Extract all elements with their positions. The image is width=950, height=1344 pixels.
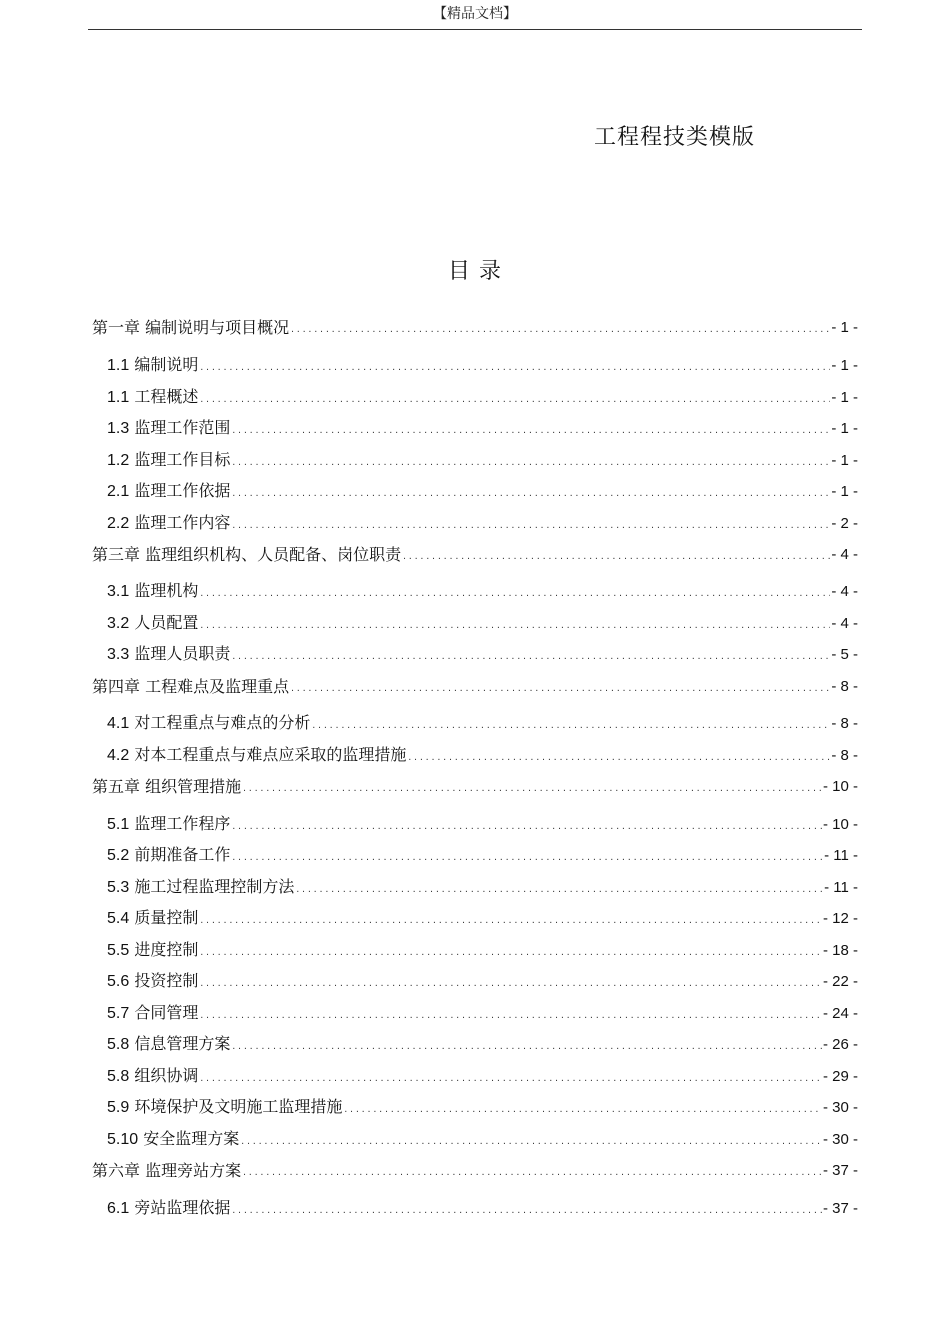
toc-entry-page: - 18 - bbox=[822, 942, 858, 959]
toc-entry-title bbox=[107, 908, 198, 929]
toc-dot-leader bbox=[231, 521, 830, 534]
toc-entry-title bbox=[107, 450, 230, 471]
toc-dot-leader bbox=[242, 1168, 822, 1181]
toc-entry-number: 3.3 bbox=[107, 646, 130, 663]
page-header: 【精品文档】 bbox=[433, 6, 517, 22]
toc-entry-number: 2.1 bbox=[107, 483, 130, 500]
toc-entry-number: 5.8 bbox=[107, 1068, 130, 1085]
toc-entry-page: - 4 - bbox=[831, 615, 858, 632]
toc-entry-page: - 8 - bbox=[831, 715, 858, 732]
toc-entry-text: 监理工作范围 bbox=[134, 418, 231, 437]
toc-entry-page: - 1 - bbox=[831, 420, 858, 437]
toc-entry[interactable] bbox=[107, 415, 858, 439]
toc-entry[interactable] bbox=[92, 314, 858, 338]
document-title: 工程程技类模版 bbox=[594, 125, 756, 150]
toc-entry-title bbox=[107, 1097, 342, 1118]
toc-entry-page: - 1 - bbox=[831, 389, 858, 406]
toc-entry-text: 第一章 编制说明与项目概况 bbox=[92, 318, 290, 337]
toc-entry-page: - 1 - bbox=[831, 452, 858, 469]
toc-dot-leader bbox=[199, 621, 830, 634]
toc-entry[interactable] bbox=[92, 773, 858, 797]
toc-entry[interactable] bbox=[107, 968, 858, 992]
toc-entry-number: 5.3 bbox=[107, 879, 130, 896]
toc-dot-leader bbox=[231, 1206, 822, 1219]
toc-entry[interactable] bbox=[107, 478, 858, 502]
toc-entry[interactable] bbox=[107, 811, 858, 835]
toc-entry-text: 工程概述 bbox=[134, 387, 199, 406]
toc-entry-text: 进度控制 bbox=[134, 940, 199, 959]
toc-entry-number: 1.1 bbox=[107, 389, 130, 406]
toc-entry[interactable] bbox=[107, 510, 858, 534]
toc-entry-number: 5.2 bbox=[107, 847, 130, 864]
toc-dot-leader bbox=[199, 363, 830, 376]
toc-entry-text: 合同管理 bbox=[134, 1003, 199, 1022]
toc-dot-leader bbox=[290, 325, 830, 338]
toc-entry-title bbox=[107, 387, 198, 408]
toc-entry-number: 5.10 bbox=[107, 1131, 139, 1148]
toc-entry-page: - 4 - bbox=[831, 583, 858, 600]
toc-entry-text: 第五章 组织管理措施 bbox=[92, 777, 242, 796]
toc-entry[interactable] bbox=[107, 1094, 858, 1118]
toc-entry-text: 对工程重点与难点的分析 bbox=[134, 713, 311, 732]
toc-entry-page: - 10 - bbox=[822, 816, 858, 833]
toc-entry-page: - 1 - bbox=[831, 357, 858, 374]
toc-entry-page: - 24 - bbox=[822, 1005, 858, 1022]
toc-entry[interactable] bbox=[107, 937, 858, 961]
toc-entry-page: - 37 - bbox=[822, 1200, 858, 1217]
toc-entry-title bbox=[107, 581, 198, 602]
toc-entry[interactable] bbox=[107, 1031, 858, 1055]
toc-entry-page: - 1 - bbox=[831, 319, 858, 336]
toc-entry[interactable] bbox=[107, 352, 858, 376]
toc-entry-title bbox=[107, 745, 406, 766]
toc-entry[interactable] bbox=[107, 384, 858, 408]
toc-dot-leader bbox=[199, 589, 830, 602]
toc-dot-leader bbox=[231, 853, 823, 866]
toc-entry-title bbox=[92, 1161, 241, 1181]
toc-entry-number: 1.3 bbox=[107, 420, 130, 437]
toc-entry[interactable] bbox=[107, 874, 858, 898]
toc-entry-page: - 1 - bbox=[831, 483, 858, 500]
toc-entry-title bbox=[107, 513, 230, 534]
toc-entry-number: 5.4 bbox=[107, 910, 130, 927]
toc-entry-text: 第四章 工程难点及监理重点 bbox=[92, 677, 290, 696]
toc-entry-number: 6.1 bbox=[107, 1200, 130, 1217]
toc-entry-text: 投资控制 bbox=[134, 971, 199, 990]
toc-entry-number: 1.1 bbox=[107, 357, 130, 374]
toc-entry-number: 3.2 bbox=[107, 615, 130, 632]
toc-entry[interactable] bbox=[107, 447, 858, 471]
toc-entry-title bbox=[92, 318, 289, 338]
toc-entry-title bbox=[92, 777, 241, 797]
toc-title: 目 录 bbox=[448, 259, 502, 284]
toc-entry-title bbox=[107, 814, 230, 835]
toc-entry-number: 5.5 bbox=[107, 942, 130, 959]
toc-entry[interactable] bbox=[107, 842, 858, 866]
toc-entry-number: 5.6 bbox=[107, 973, 130, 990]
toc-dot-leader bbox=[407, 753, 830, 766]
toc-entry-text: 人员配置 bbox=[134, 613, 199, 632]
toc-entry-title bbox=[107, 877, 294, 898]
toc-entry-title bbox=[107, 418, 230, 439]
toc-entry-text: 监理机构 bbox=[134, 581, 199, 600]
toc-entry-text: 监理人员职责 bbox=[134, 644, 231, 663]
toc-entry[interactable] bbox=[107, 742, 858, 766]
toc-entry-text: 安全监理方案 bbox=[143, 1129, 240, 1148]
toc-entry-title bbox=[107, 1034, 230, 1055]
toc-dot-leader bbox=[231, 652, 830, 665]
toc-entry[interactable] bbox=[107, 1000, 858, 1024]
toc-entry-page: - 5 - bbox=[831, 646, 858, 663]
toc-dot-leader bbox=[402, 552, 830, 565]
toc-entry-title bbox=[107, 1003, 198, 1024]
toc-dot-leader bbox=[231, 426, 830, 439]
toc-entry-number: 4.2 bbox=[107, 747, 130, 764]
toc-dot-leader bbox=[231, 822, 822, 835]
toc-entry-text: 监理工作程序 bbox=[134, 814, 231, 833]
toc-entry-page: - 29 - bbox=[822, 1068, 858, 1085]
toc-entry-page: - 30 - bbox=[822, 1131, 858, 1148]
toc-entry-title bbox=[107, 940, 198, 961]
toc-entry-text: 质量控制 bbox=[134, 908, 199, 927]
toc-entry-title bbox=[92, 545, 401, 565]
toc-dot-leader bbox=[231, 1042, 822, 1055]
toc-entry[interactable] bbox=[92, 673, 858, 697]
toc-entry[interactable] bbox=[107, 905, 858, 929]
toc-entry-page: - 12 - bbox=[822, 910, 858, 927]
toc-entry[interactable] bbox=[107, 1195, 858, 1219]
toc-entry-text: 监理工作依据 bbox=[134, 481, 231, 500]
toc-entry-number: 4.1 bbox=[107, 715, 130, 732]
toc-dot-leader bbox=[231, 458, 830, 471]
toc-entry-title bbox=[107, 355, 198, 376]
toc-dot-leader bbox=[290, 684, 830, 697]
toc-dot-leader bbox=[343, 1105, 822, 1118]
toc-entry-text: 环境保护及文明施工监理措施 bbox=[134, 1097, 343, 1116]
toc-entry-number: 2.2 bbox=[107, 515, 130, 532]
toc-entry-page: - 26 - bbox=[822, 1036, 858, 1053]
toc-entry-page: - 11 - bbox=[824, 879, 858, 896]
toc-entry-text: 第六章 监理旁站方案 bbox=[92, 1161, 242, 1180]
toc-entry[interactable] bbox=[92, 541, 858, 565]
toc-entry-number: 5.7 bbox=[107, 1005, 130, 1022]
toc-dot-leader bbox=[199, 1011, 822, 1024]
toc-entry-title bbox=[107, 1129, 239, 1150]
toc-dot-leader bbox=[199, 395, 830, 408]
toc-entry-title bbox=[92, 677, 289, 697]
toc-dot-leader bbox=[231, 489, 830, 502]
toc-entry-text: 施工过程监理控制方法 bbox=[134, 877, 295, 896]
toc-dot-leader bbox=[199, 979, 822, 992]
toc-entry-title bbox=[107, 971, 198, 992]
toc-entry[interactable] bbox=[107, 610, 858, 634]
toc-entry-page: - 8 - bbox=[831, 747, 858, 764]
toc-entry-title bbox=[107, 613, 198, 634]
toc-entry-title bbox=[107, 644, 230, 665]
toc-entry[interactable] bbox=[107, 578, 858, 602]
table-of-contents bbox=[92, 0, 858, 1344]
toc-entry-page: - 22 - bbox=[822, 973, 858, 990]
toc-dot-leader bbox=[199, 1074, 822, 1087]
toc-entry[interactable] bbox=[92, 1157, 858, 1181]
toc-entry-text: 第三章 监理组织机构、人员配备、岗位职责 bbox=[92, 545, 402, 564]
toc-entry-number: 5.8 bbox=[107, 1036, 130, 1053]
toc-entry-text: 监理工作目标 bbox=[134, 450, 231, 469]
toc-entry[interactable] bbox=[107, 710, 858, 734]
toc-entry-text: 监理工作内容 bbox=[134, 513, 231, 532]
toc-entry[interactable] bbox=[107, 1063, 858, 1087]
toc-dot-leader bbox=[240, 1137, 822, 1150]
toc-entry-title bbox=[107, 713, 310, 734]
toc-entry-title bbox=[107, 845, 230, 866]
toc-entry-text: 编制说明 bbox=[134, 355, 199, 374]
toc-entry-number: 1.2 bbox=[107, 452, 130, 469]
toc-entry-page: - 11 - bbox=[824, 847, 858, 864]
toc-entry-text: 组织协调 bbox=[134, 1066, 199, 1085]
toc-dot-leader bbox=[242, 784, 822, 797]
toc-entry-number: 3.1 bbox=[107, 583, 130, 600]
toc-entry-number: 5.9 bbox=[107, 1099, 130, 1116]
toc-entry-text: 旁站监理依据 bbox=[134, 1198, 231, 1217]
toc-entry[interactable] bbox=[107, 1126, 858, 1150]
toc-entry-text: 对本工程重点与难点应采取的监理措施 bbox=[134, 745, 407, 764]
toc-dot-leader bbox=[199, 916, 822, 929]
toc-dot-leader bbox=[295, 885, 823, 898]
toc-entry-title bbox=[107, 1198, 230, 1219]
toc-dot-leader bbox=[311, 721, 830, 734]
toc-dot-leader bbox=[199, 948, 822, 961]
toc-entry-text: 前期准备工作 bbox=[134, 845, 231, 864]
toc-entry-page: - 30 - bbox=[822, 1099, 858, 1116]
toc-entry-title bbox=[107, 1066, 198, 1087]
toc-entry-page: - 8 - bbox=[831, 678, 858, 695]
toc-entry-page: - 2 - bbox=[831, 515, 858, 532]
toc-entry-number: 5.1 bbox=[107, 816, 130, 833]
toc-entry-page: - 37 - bbox=[822, 1162, 858, 1179]
toc-entry-text: 信息管理方案 bbox=[134, 1034, 231, 1053]
toc-entry-page: - 4 - bbox=[831, 546, 858, 563]
toc-entry[interactable] bbox=[107, 641, 858, 665]
toc-entry-page: - 10 - bbox=[822, 778, 858, 795]
toc-entry-title bbox=[107, 481, 230, 502]
